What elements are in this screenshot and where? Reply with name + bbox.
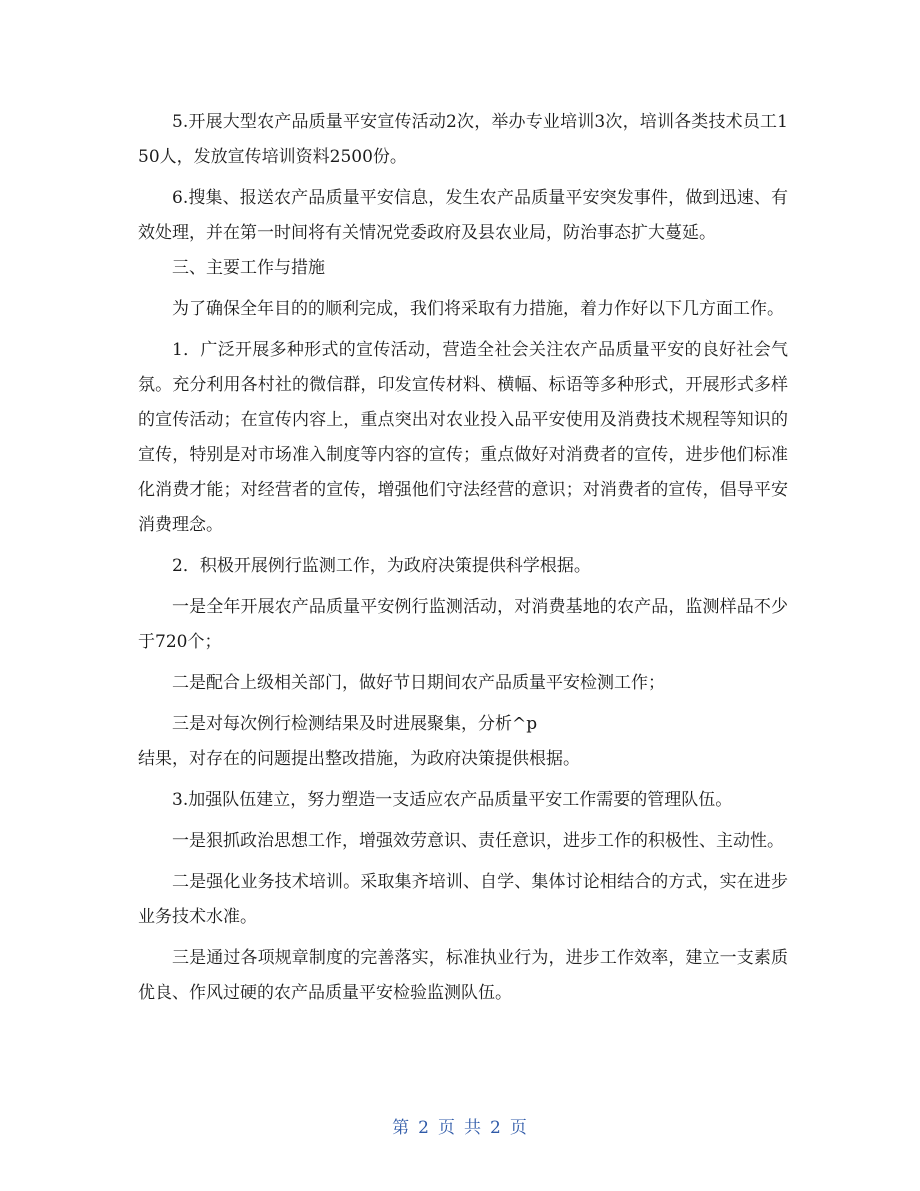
paragraph-item-5: 5.开展大型农产品质量平安宣传活动2次，举办专业培训3次，培训各类技术员工150人，发放宣传培训资料2500份。 (138, 112, 788, 167)
paragraph-item-6: 6.搜集、报送农产品质量平安信息，发生农产品质量平安突发事件，做到迅速、有效处理，并在第一时间将有关情况党委政府及县农业局，防治事态扩大蔓延。 (138, 188, 788, 243)
paragraph-measure-2-c-cont: 结果，对存在的问题提出整改措施，为政府决策提供根据。 (138, 749, 580, 769)
paragraph-measure-1: 1．广泛开展多种形式的宣传活动，营造全社会关注农产品质量平安的良好社会气氛。充分利用各村社的微信群，印发宣传材料、横幅、标语等多种形式，开展形式多样的宣传活动；在宣传内容上，重点突出对农业投入品平安使用及消费技术规程等知识的宣传，特别是对市场准入制度等内容的宣传；重点做好对消费者的宣传，进步他们标准化消费才能；对经营者的宣传，增强他们守法经营的意识；对消费者的宣传，倡导平安消费理念。 (138, 340, 788, 535)
footer-total-number: 2 (490, 1118, 502, 1138)
paragraph-measure-2-a: 一是全年开展农产品质量平安例行监测活动，对消费基地的农产品，监测样品不少于720个； (138, 597, 788, 652)
footer-total-word: 共 (464, 1118, 482, 1138)
footer-suffix: 页 (509, 1118, 528, 1138)
paragraph-measure-3-c: 三是通过各项规章制度的完善落实，标准执业行为，进步工作效率，建立一支素质优良、作风过硬的农产品质量平安检验监测队伍。 (138, 948, 788, 1003)
page-footer (0, 1113, 920, 1138)
paragraph-measure-3-a: 一是狠抓政治思想工作，增强效劳意识、责任意识，进步工作的积极性、主动性。 (172, 831, 784, 851)
paragraph-measure-3-b: 二是强化业务技术培训。采取集齐培训、自学、集体讨论相结合的方式，实在进步业务技术水准。 (138, 872, 788, 927)
paragraph-measure-2-b: 二是配合上级相关部门，做好节日期间农产品质量平安检测工作； (172, 673, 665, 693)
footer-page-word: 页 (438, 1118, 456, 1138)
paragraph-measure-2: 2．积极开展例行监测工作，为政府决策提供科学根据。 (172, 556, 591, 576)
section-heading: 三、主要工作与措施 (172, 258, 325, 278)
footer-page-number: 2 (418, 1118, 430, 1138)
document-body (138, 105, 788, 1011)
paragraph-measure-2-c: 三是对每次例行检测结果及时进展聚集，分析^p (172, 714, 538, 734)
footer-prefix: 第 (392, 1118, 411, 1138)
paragraph-intro: 为了确保全年目的的顺利完成，我们将采取有力措施，着力作好以下几方面工作。 (172, 299, 784, 319)
paragraph-measure-3: 3.加强队伍建立，努力塑造一支适应农产品质量平安工作需要的管理队伍。 (172, 790, 733, 810)
